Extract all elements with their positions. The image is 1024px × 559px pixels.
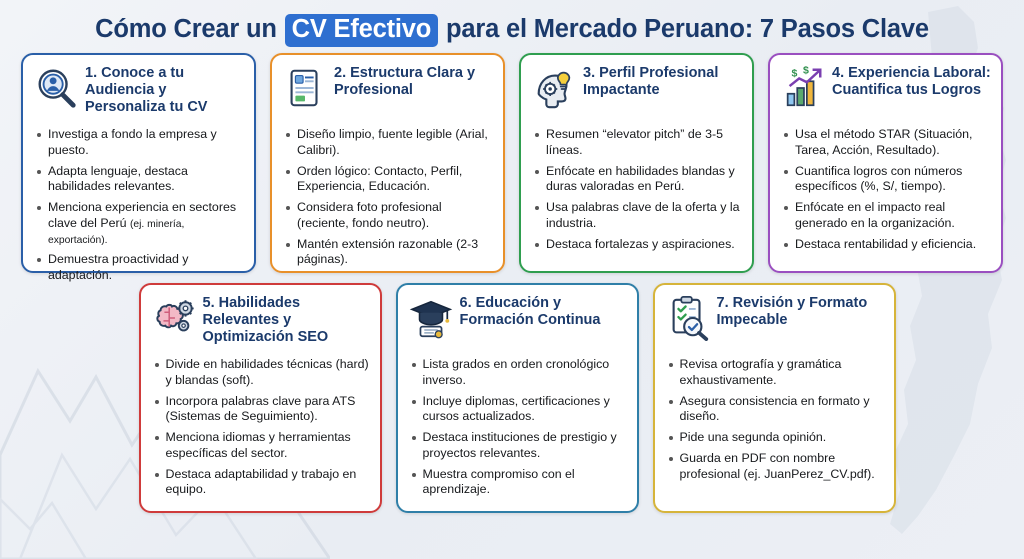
- card-title: 4. Experiencia Laboral: Cuantifica tus Logros: [832, 65, 991, 99]
- list-item-text: Destaca instituciones de prestigio y proyectos relevantes.: [422, 430, 617, 460]
- list-item: [421, 430, 627, 462]
- list-item-text: Investiga a fondo la empresa y puesto.: [48, 127, 217, 157]
- list-item: [544, 127, 742, 159]
- page-title: [0, 0, 1024, 53]
- list-item: [295, 127, 493, 159]
- list-item: [421, 467, 627, 499]
- card-title: 1. Conoce a tu Audiencia y Personaliza tu CV: [85, 65, 208, 116]
- card-bullet-list: [282, 127, 493, 268]
- card-title: 7. Revisión y Formato Impecable: [716, 295, 868, 329]
- magnifier-person-icon: [33, 65, 79, 111]
- card-bullet-list: [408, 357, 627, 498]
- list-item: [295, 164, 493, 196]
- list-item-text: Cuantifica logros con números específicos (%, S/, tiempo).: [795, 163, 963, 194]
- list-item-text: Muestra compromiso con el aprendizaje.: [422, 466, 575, 497]
- cards-container: [0, 53, 1024, 513]
- list-item: [164, 430, 370, 462]
- growth-chart-money-icon: [780, 65, 826, 111]
- card-title: 5. Habilidades Relevantes y Optimización SEO: [202, 295, 329, 346]
- head-gear-idea-icon: [531, 65, 577, 111]
- list-item: [46, 252, 244, 284]
- step-card: [270, 53, 505, 273]
- step-card: [768, 53, 1003, 273]
- svg-text:$: $: [791, 67, 798, 80]
- list-item: [678, 357, 884, 389]
- list-item-text: Incorpora palabras clave para ATS (Sistemas de Seguimiento).: [165, 393, 356, 424]
- list-item: [793, 200, 991, 232]
- card-header: [665, 293, 884, 349]
- title-before: Cómo Crear un: [95, 15, 284, 43]
- list-item: [164, 394, 370, 426]
- list-item-text: Pide una segunda opinión.: [679, 430, 827, 444]
- list-item: [678, 394, 884, 426]
- list-item-text: Diseño limpio, fuente legible (Arial, Calibri).: [297, 127, 488, 157]
- list-item: [544, 200, 742, 232]
- step-card: [139, 283, 382, 513]
- checklist-magnifier-icon: [665, 295, 711, 341]
- list-item: [46, 164, 244, 196]
- list-item: [678, 451, 884, 483]
- card-title: 2. Estructura Clara y Profesional: [334, 65, 476, 99]
- list-item-text: Destaca adaptabilidad y trabajo en equipo.: [165, 466, 357, 497]
- list-item: [544, 164, 742, 196]
- list-item-text: Lista grados en orden cronológico inverso.: [422, 357, 610, 387]
- title-highlight: CV Efectivo: [285, 14, 439, 47]
- card-bullet-list: [531, 127, 742, 252]
- list-item: [46, 200, 244, 247]
- list-item-text: Guarda en PDF con nombre profesional (ej. JuanPerez_CV.pdf).: [679, 450, 875, 481]
- card-header: [408, 293, 627, 349]
- cards-row-bottom: [18, 283, 1006, 513]
- step-card: [519, 53, 754, 273]
- list-item-note: (ej. minería, exportación).: [48, 218, 185, 246]
- cards-row-top: [18, 53, 1006, 282]
- step-card: [653, 283, 896, 513]
- list-item: [295, 237, 493, 269]
- list-item: [164, 357, 370, 389]
- list-item-text: Demuestra proactividad y adaptación.: [48, 252, 189, 282]
- list-item-text: Enfócate en habilidades blandas y duras valoradas en Perú.: [546, 163, 735, 194]
- list-item: [678, 430, 884, 446]
- card-header: [531, 63, 742, 119]
- list-item: [421, 357, 627, 389]
- svg-text:$: $: [803, 65, 809, 77]
- list-item-text: Menciona experiencia en sectores clave del Perú: [48, 200, 237, 230]
- list-item: [164, 467, 370, 499]
- list-item: [793, 127, 991, 159]
- card-header: [282, 63, 493, 119]
- title-after: para el Mercado Peruano: 7 Pasos Clave: [439, 15, 929, 43]
- card-bullet-list: [665, 357, 884, 482]
- brain-gear-icon: [151, 295, 197, 341]
- list-item-text: Asegura consistencia en formato y diseño.: [679, 393, 870, 424]
- card-title: 3. Perfil Profesional Impactante: [583, 65, 719, 99]
- list-item-text: Destaca fortalezas y aspiraciones.: [546, 236, 735, 251]
- list-item-text: Menciona idiomas y herramientas específicas del sector.: [165, 430, 351, 460]
- card-bullet-list: [151, 357, 370, 498]
- list-item-text: Destaca rentabilidad y eficiencia.: [795, 236, 977, 251]
- list-item-text: Revisa ortografía y gramática exhaustivamente.: [679, 357, 842, 387]
- list-item-text: Usa palabras clave de la oferta y la industria.: [546, 200, 740, 230]
- list-item-text: Considera foto profesional (reciente, fondo neutro).: [297, 200, 442, 230]
- card-title: 6. Educación y Formación Continua: [459, 295, 601, 329]
- list-item: [793, 164, 991, 196]
- list-item: [295, 200, 493, 232]
- list-item: [793, 237, 991, 253]
- list-item-text: Enfócate en el impacto real generado en la organización.: [795, 200, 955, 230]
- list-item: [421, 394, 627, 426]
- graduation-cap-diploma-icon: [408, 295, 454, 341]
- list-item-text: Divide en habilidades técnicas (hard) y blandas (soft).: [165, 357, 369, 387]
- list-item: [46, 127, 244, 159]
- list-item-text: Incluye diplomas, certificaciones y cursos actualizados.: [422, 393, 610, 424]
- list-item-text: Orden lógico: Contacto, Perfil, Experiencia, Educación.: [297, 163, 463, 194]
- list-item: [544, 237, 742, 253]
- list-item-text: Usa el método STAR (Situación, Tarea, Acción, Resultado).: [795, 127, 973, 157]
- document-layout-icon: [282, 65, 328, 111]
- step-card: [21, 53, 256, 282]
- card-bullet-list: [33, 127, 244, 284]
- card-header: [151, 293, 370, 349]
- list-item-text: Resumen “elevator pitch” de 3-5 líneas.: [546, 127, 723, 157]
- card-bullet-list: [780, 127, 991, 252]
- step-card: [396, 283, 639, 513]
- list-item-text: Mantén extensión razonable (2-3 páginas).: [297, 236, 479, 267]
- card-header: [780, 63, 991, 119]
- card-header: [33, 63, 244, 119]
- list-item-text: Adapta lenguaje, destaca habilidades relevantes.: [48, 163, 188, 194]
